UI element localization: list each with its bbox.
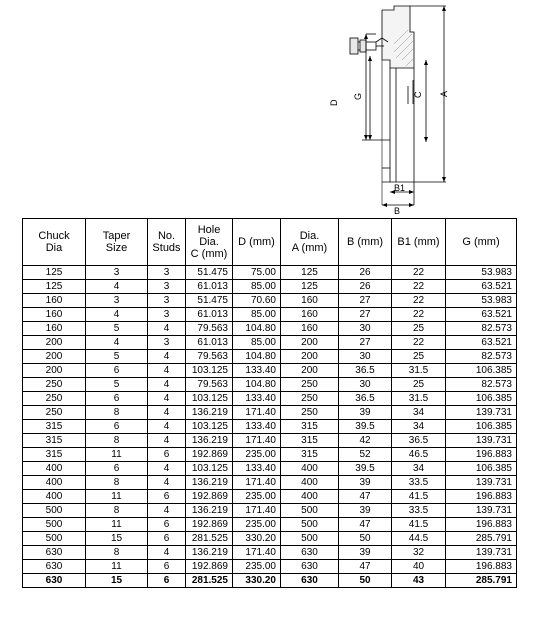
cell-no-studs: 3 xyxy=(148,294,186,308)
cell-no-studs: 6 xyxy=(148,448,186,462)
cell-no-studs: 4 xyxy=(148,406,186,420)
header-text: Hole Dia. C (mm) xyxy=(190,224,228,260)
cell-b: 30 xyxy=(339,350,392,364)
cell-g: 82.573 xyxy=(446,378,517,392)
cell-chuck-dia: 315 xyxy=(23,420,86,434)
cell-no-studs: 3 xyxy=(148,280,186,294)
cell-b: 36.5 xyxy=(339,364,392,378)
cell-g: 285.791 xyxy=(446,532,517,546)
cell-no-studs: 3 xyxy=(148,266,186,280)
cell-g: 139.731 xyxy=(446,476,517,490)
cell-b: 47 xyxy=(339,490,392,504)
cell-g: 285.791 xyxy=(446,574,517,588)
cell-taper-size: 4 xyxy=(86,336,148,350)
cell-g: 139.731 xyxy=(446,406,517,420)
cell-g: 63.521 xyxy=(446,280,517,294)
cell-hole-dia: 61.013 xyxy=(186,308,233,322)
cell-no-studs: 4 xyxy=(148,350,186,364)
cell-hole-dia: 281.525 xyxy=(186,532,233,546)
cell-b1: 34 xyxy=(392,406,446,420)
cell-g: 196.883 xyxy=(446,560,517,574)
cell-no-studs: 4 xyxy=(148,504,186,518)
cell-taper-size: 11 xyxy=(86,448,148,462)
table-row xyxy=(23,490,517,504)
cell-dia-a: 250 xyxy=(281,406,339,420)
cell-chuck-dia: 400 xyxy=(23,462,86,476)
cell-b: 50 xyxy=(339,532,392,546)
cell-chuck-dia: 400 xyxy=(23,476,86,490)
table-row xyxy=(23,448,517,462)
dimension-label-a: A xyxy=(439,90,449,97)
table-row xyxy=(23,336,517,350)
cell-chuck-dia: 250 xyxy=(23,378,86,392)
cell-hole-dia: 51.475 xyxy=(186,294,233,308)
cell-b1: 22 xyxy=(392,266,446,280)
cell-no-studs: 6 xyxy=(148,574,186,588)
cell-b1: 31.5 xyxy=(392,364,446,378)
cell-d: 171.40 xyxy=(233,434,281,448)
cell-d: 75.00 xyxy=(233,266,281,280)
cell-chuck-dia: 315 xyxy=(23,434,86,448)
table-row xyxy=(23,266,517,280)
table-row xyxy=(23,280,517,294)
table-row xyxy=(23,504,517,518)
cell-g: 63.521 xyxy=(446,308,517,322)
cell-hole-dia: 281.525 xyxy=(186,574,233,588)
table-body xyxy=(23,266,517,588)
cell-d: 104.80 xyxy=(233,350,281,364)
cell-b1: 40 xyxy=(392,560,446,574)
cell-hole-dia: 79.563 xyxy=(186,378,233,392)
cell-chuck-dia: 200 xyxy=(23,350,86,364)
header-taper-size xyxy=(86,219,148,266)
cell-b1: 43 xyxy=(392,574,446,588)
cell-taper-size: 4 xyxy=(86,280,148,294)
cell-d: 171.40 xyxy=(233,476,281,490)
cell-hole-dia: 192.869 xyxy=(186,448,233,462)
cell-dia-a: 400 xyxy=(281,490,339,504)
cell-dia-a: 315 xyxy=(281,448,339,462)
cell-d: 330.20 xyxy=(233,532,281,546)
cell-g: 196.883 xyxy=(446,518,517,532)
header-text: B1 (mm) xyxy=(397,236,440,248)
cell-g: 53.983 xyxy=(446,266,517,280)
header-hole-dia xyxy=(186,219,233,266)
cell-no-studs: 4 xyxy=(148,364,186,378)
cell-dia-a: 630 xyxy=(281,574,339,588)
cell-dia-a: 400 xyxy=(281,462,339,476)
table-row xyxy=(23,532,517,546)
cell-b1: 46.5 xyxy=(392,448,446,462)
cell-dia-a: 630 xyxy=(281,546,339,560)
cell-b: 39 xyxy=(339,406,392,420)
cell-no-studs: 4 xyxy=(148,546,186,560)
cell-taper-size: 5 xyxy=(86,378,148,392)
cell-b: 39.5 xyxy=(339,420,392,434)
cell-chuck-dia: 200 xyxy=(23,364,86,378)
cell-hole-dia: 79.563 xyxy=(186,350,233,364)
cell-b1: 31.5 xyxy=(392,392,446,406)
cell-taper-size: 8 xyxy=(86,504,148,518)
cell-b1: 33.5 xyxy=(392,476,446,490)
cell-no-studs: 4 xyxy=(148,476,186,490)
table-row xyxy=(23,420,517,434)
cell-taper-size: 3 xyxy=(86,266,148,280)
cell-b: 39 xyxy=(339,476,392,490)
cell-hole-dia: 79.563 xyxy=(186,322,233,336)
cell-hole-dia: 103.125 xyxy=(186,392,233,406)
cell-taper-size: 11 xyxy=(86,518,148,532)
flange-spec-table xyxy=(22,218,517,588)
cell-dia-a: 200 xyxy=(281,350,339,364)
cell-d: 171.40 xyxy=(233,406,281,420)
cell-dia-a: 200 xyxy=(281,336,339,350)
dimension-label-b: B xyxy=(394,206,401,216)
table-header-row xyxy=(23,219,517,266)
cell-hole-dia: 136.219 xyxy=(186,434,233,448)
table-row xyxy=(23,322,517,336)
cell-taper-size: 11 xyxy=(86,560,148,574)
header-b1 xyxy=(392,219,446,266)
header-no-studs xyxy=(148,219,186,266)
cell-chuck-dia: 200 xyxy=(23,336,86,350)
cell-no-studs: 4 xyxy=(148,420,186,434)
table-row xyxy=(23,350,517,364)
cell-g: 106.385 xyxy=(446,364,517,378)
cell-taper-size: 8 xyxy=(86,434,148,448)
cell-dia-a: 125 xyxy=(281,280,339,294)
cell-b: 30 xyxy=(339,322,392,336)
cell-g: 106.385 xyxy=(446,420,517,434)
cell-b: 26 xyxy=(339,280,392,294)
cell-g: 53.983 xyxy=(446,294,517,308)
table-row xyxy=(23,308,517,322)
cell-g: 106.385 xyxy=(446,462,517,476)
cell-d: 171.40 xyxy=(233,504,281,518)
cell-b1: 33.5 xyxy=(392,504,446,518)
cell-taper-size: 4 xyxy=(86,308,148,322)
cell-b1: 34 xyxy=(392,462,446,476)
dimension-label-d: D xyxy=(329,99,339,106)
cell-chuck-dia: 500 xyxy=(23,504,86,518)
table-row xyxy=(23,476,517,490)
header-text: G (mm) xyxy=(462,236,500,248)
cell-hole-dia: 192.869 xyxy=(186,518,233,532)
cell-g: 82.573 xyxy=(446,322,517,336)
header-g xyxy=(446,219,517,266)
cell-taper-size: 8 xyxy=(86,476,148,490)
cell-hole-dia: 51.475 xyxy=(186,266,233,280)
cell-b: 39 xyxy=(339,546,392,560)
cell-taper-size: 5 xyxy=(86,350,148,364)
table-row xyxy=(23,392,517,406)
cell-chuck-dia: 630 xyxy=(23,574,86,588)
cell-dia-a: 400 xyxy=(281,476,339,490)
cell-hole-dia: 103.125 xyxy=(186,462,233,476)
cell-d: 235.00 xyxy=(233,490,281,504)
flange-diagram xyxy=(320,0,536,218)
cell-hole-dia: 192.869 xyxy=(186,490,233,504)
cell-g: 106.385 xyxy=(446,392,517,406)
table-row xyxy=(23,546,517,560)
cell-chuck-dia: 500 xyxy=(23,532,86,546)
cell-taper-size: 3 xyxy=(86,294,148,308)
cell-b1: 25 xyxy=(392,322,446,336)
cell-b1: 22 xyxy=(392,308,446,322)
cell-chuck-dia: 630 xyxy=(23,560,86,574)
cell-b: 36.5 xyxy=(339,392,392,406)
cell-dia-a: 250 xyxy=(281,392,339,406)
cell-d: 330.20 xyxy=(233,574,281,588)
cell-hole-dia: 136.219 xyxy=(186,504,233,518)
table-row xyxy=(23,462,517,476)
cell-taper-size: 6 xyxy=(86,392,148,406)
cell-dia-a: 500 xyxy=(281,518,339,532)
cell-d: 133.40 xyxy=(233,364,281,378)
cell-g: 196.883 xyxy=(446,448,517,462)
cell-no-studs: 6 xyxy=(148,490,186,504)
cell-g: 196.883 xyxy=(446,490,517,504)
cell-dia-a: 315 xyxy=(281,434,339,448)
cell-dia-a: 500 xyxy=(281,504,339,518)
header-text: Taper Size xyxy=(102,230,131,254)
cell-dia-a: 160 xyxy=(281,322,339,336)
header-text: No. Studs xyxy=(152,230,181,254)
table-row xyxy=(23,560,517,574)
cell-d: 70.60 xyxy=(233,294,281,308)
cell-b: 39 xyxy=(339,504,392,518)
cell-no-studs: 6 xyxy=(148,532,186,546)
cell-no-studs: 6 xyxy=(148,518,186,532)
cell-d: 104.80 xyxy=(233,378,281,392)
cell-b1: 25 xyxy=(392,378,446,392)
cell-taper-size: 6 xyxy=(86,462,148,476)
header-text: B (mm) xyxy=(346,236,384,248)
cell-no-studs: 4 xyxy=(148,462,186,476)
cell-no-studs: 4 xyxy=(148,322,186,336)
cell-d: 85.00 xyxy=(233,308,281,322)
cell-dia-a: 500 xyxy=(281,532,339,546)
cell-b: 52 xyxy=(339,448,392,462)
cell-no-studs: 4 xyxy=(148,392,186,406)
cell-g: 139.731 xyxy=(446,434,517,448)
cell-b: 27 xyxy=(339,308,392,322)
header-text: D (mm) xyxy=(238,236,275,248)
cell-chuck-dia: 160 xyxy=(23,294,86,308)
cell-b: 30 xyxy=(339,378,392,392)
cell-g: 139.731 xyxy=(446,546,517,560)
table-row xyxy=(23,406,517,420)
cell-dia-a: 160 xyxy=(281,294,339,308)
dimension-label-c: C xyxy=(413,91,423,98)
cell-b: 42 xyxy=(339,434,392,448)
cell-b1: 22 xyxy=(392,294,446,308)
cell-b: 50 xyxy=(339,574,392,588)
cell-b1: 36.5 xyxy=(392,434,446,448)
cell-chuck-dia: 500 xyxy=(23,518,86,532)
table-row xyxy=(23,518,517,532)
cell-hole-dia: 136.219 xyxy=(186,546,233,560)
header-d xyxy=(233,219,281,266)
cell-no-studs: 4 xyxy=(148,378,186,392)
cell-hole-dia: 136.219 xyxy=(186,476,233,490)
header-b xyxy=(339,219,392,266)
cell-dia-a: 250 xyxy=(281,378,339,392)
cell-chuck-dia: 630 xyxy=(23,546,86,560)
cell-hole-dia: 192.869 xyxy=(186,560,233,574)
cell-chuck-dia: 125 xyxy=(23,280,86,294)
cell-d: 235.00 xyxy=(233,560,281,574)
cell-dia-a: 160 xyxy=(281,308,339,322)
cell-b: 47 xyxy=(339,560,392,574)
table-row xyxy=(23,378,517,392)
dimension-label-g: G xyxy=(353,92,363,100)
cell-g: 82.573 xyxy=(446,350,517,364)
cell-taper-size: 8 xyxy=(86,546,148,560)
cell-d: 133.40 xyxy=(233,392,281,406)
table-row xyxy=(23,294,517,308)
cell-hole-dia: 61.013 xyxy=(186,280,233,294)
cell-no-studs: 6 xyxy=(148,560,186,574)
cell-no-studs: 3 xyxy=(148,308,186,322)
table-row xyxy=(23,364,517,378)
cell-chuck-dia: 315 xyxy=(23,448,86,462)
cell-d: 171.40 xyxy=(233,546,281,560)
table-row xyxy=(23,574,517,588)
cell-chuck-dia: 160 xyxy=(23,308,86,322)
cell-d: 235.00 xyxy=(233,518,281,532)
cell-b1: 44.5 xyxy=(392,532,446,546)
header-dia-a xyxy=(281,219,339,266)
cell-d: 133.40 xyxy=(233,420,281,434)
cell-taper-size: 6 xyxy=(86,364,148,378)
cell-d: 104.80 xyxy=(233,322,281,336)
header-chuck-dia xyxy=(23,219,86,266)
cell-b: 47 xyxy=(339,518,392,532)
cell-b: 26 xyxy=(339,266,392,280)
cell-taper-size: 5 xyxy=(86,322,148,336)
cell-b1: 22 xyxy=(392,336,446,350)
cell-taper-size: 15 xyxy=(86,574,148,588)
header-text: Dia. A (mm) xyxy=(291,230,328,254)
cell-g: 139.731 xyxy=(446,504,517,518)
cell-b1: 32 xyxy=(392,546,446,560)
table-row xyxy=(23,434,517,448)
cell-hole-dia: 103.125 xyxy=(186,364,233,378)
cell-no-studs: 3 xyxy=(148,336,186,350)
cell-dia-a: 315 xyxy=(281,420,339,434)
cell-b1: 22 xyxy=(392,280,446,294)
cell-d: 133.40 xyxy=(233,462,281,476)
cell-b1: 34 xyxy=(392,420,446,434)
cell-taper-size: 11 xyxy=(86,490,148,504)
cell-b: 27 xyxy=(339,294,392,308)
cell-chuck-dia: 125 xyxy=(23,266,86,280)
cell-hole-dia: 61.013 xyxy=(186,336,233,350)
cell-chuck-dia: 400 xyxy=(23,490,86,504)
cell-b: 39.5 xyxy=(339,462,392,476)
cell-hole-dia: 136.219 xyxy=(186,406,233,420)
cell-dia-a: 200 xyxy=(281,364,339,378)
cell-taper-size: 8 xyxy=(86,406,148,420)
dimension-label-b1: B1 xyxy=(394,183,406,193)
cell-b1: 25 xyxy=(392,350,446,364)
cell-dia-a: 125 xyxy=(281,266,339,280)
cell-g: 63.521 xyxy=(446,336,517,350)
header-text: Chuck Dia xyxy=(38,230,70,254)
cell-b1: 41.5 xyxy=(392,490,446,504)
cell-taper-size: 6 xyxy=(86,420,148,434)
cell-b1: 41.5 xyxy=(392,518,446,532)
cell-dia-a: 630 xyxy=(281,560,339,574)
cell-b: 27 xyxy=(339,336,392,350)
cell-taper-size: 15 xyxy=(86,532,148,546)
cell-d: 85.00 xyxy=(233,280,281,294)
cell-d: 85.00 xyxy=(233,336,281,350)
cell-chuck-dia: 250 xyxy=(23,392,86,406)
cell-chuck-dia: 160 xyxy=(23,322,86,336)
cell-chuck-dia: 250 xyxy=(23,406,86,420)
cell-d: 235.00 xyxy=(233,448,281,462)
cell-no-studs: 4 xyxy=(148,434,186,448)
cell-hole-dia: 103.125 xyxy=(186,420,233,434)
